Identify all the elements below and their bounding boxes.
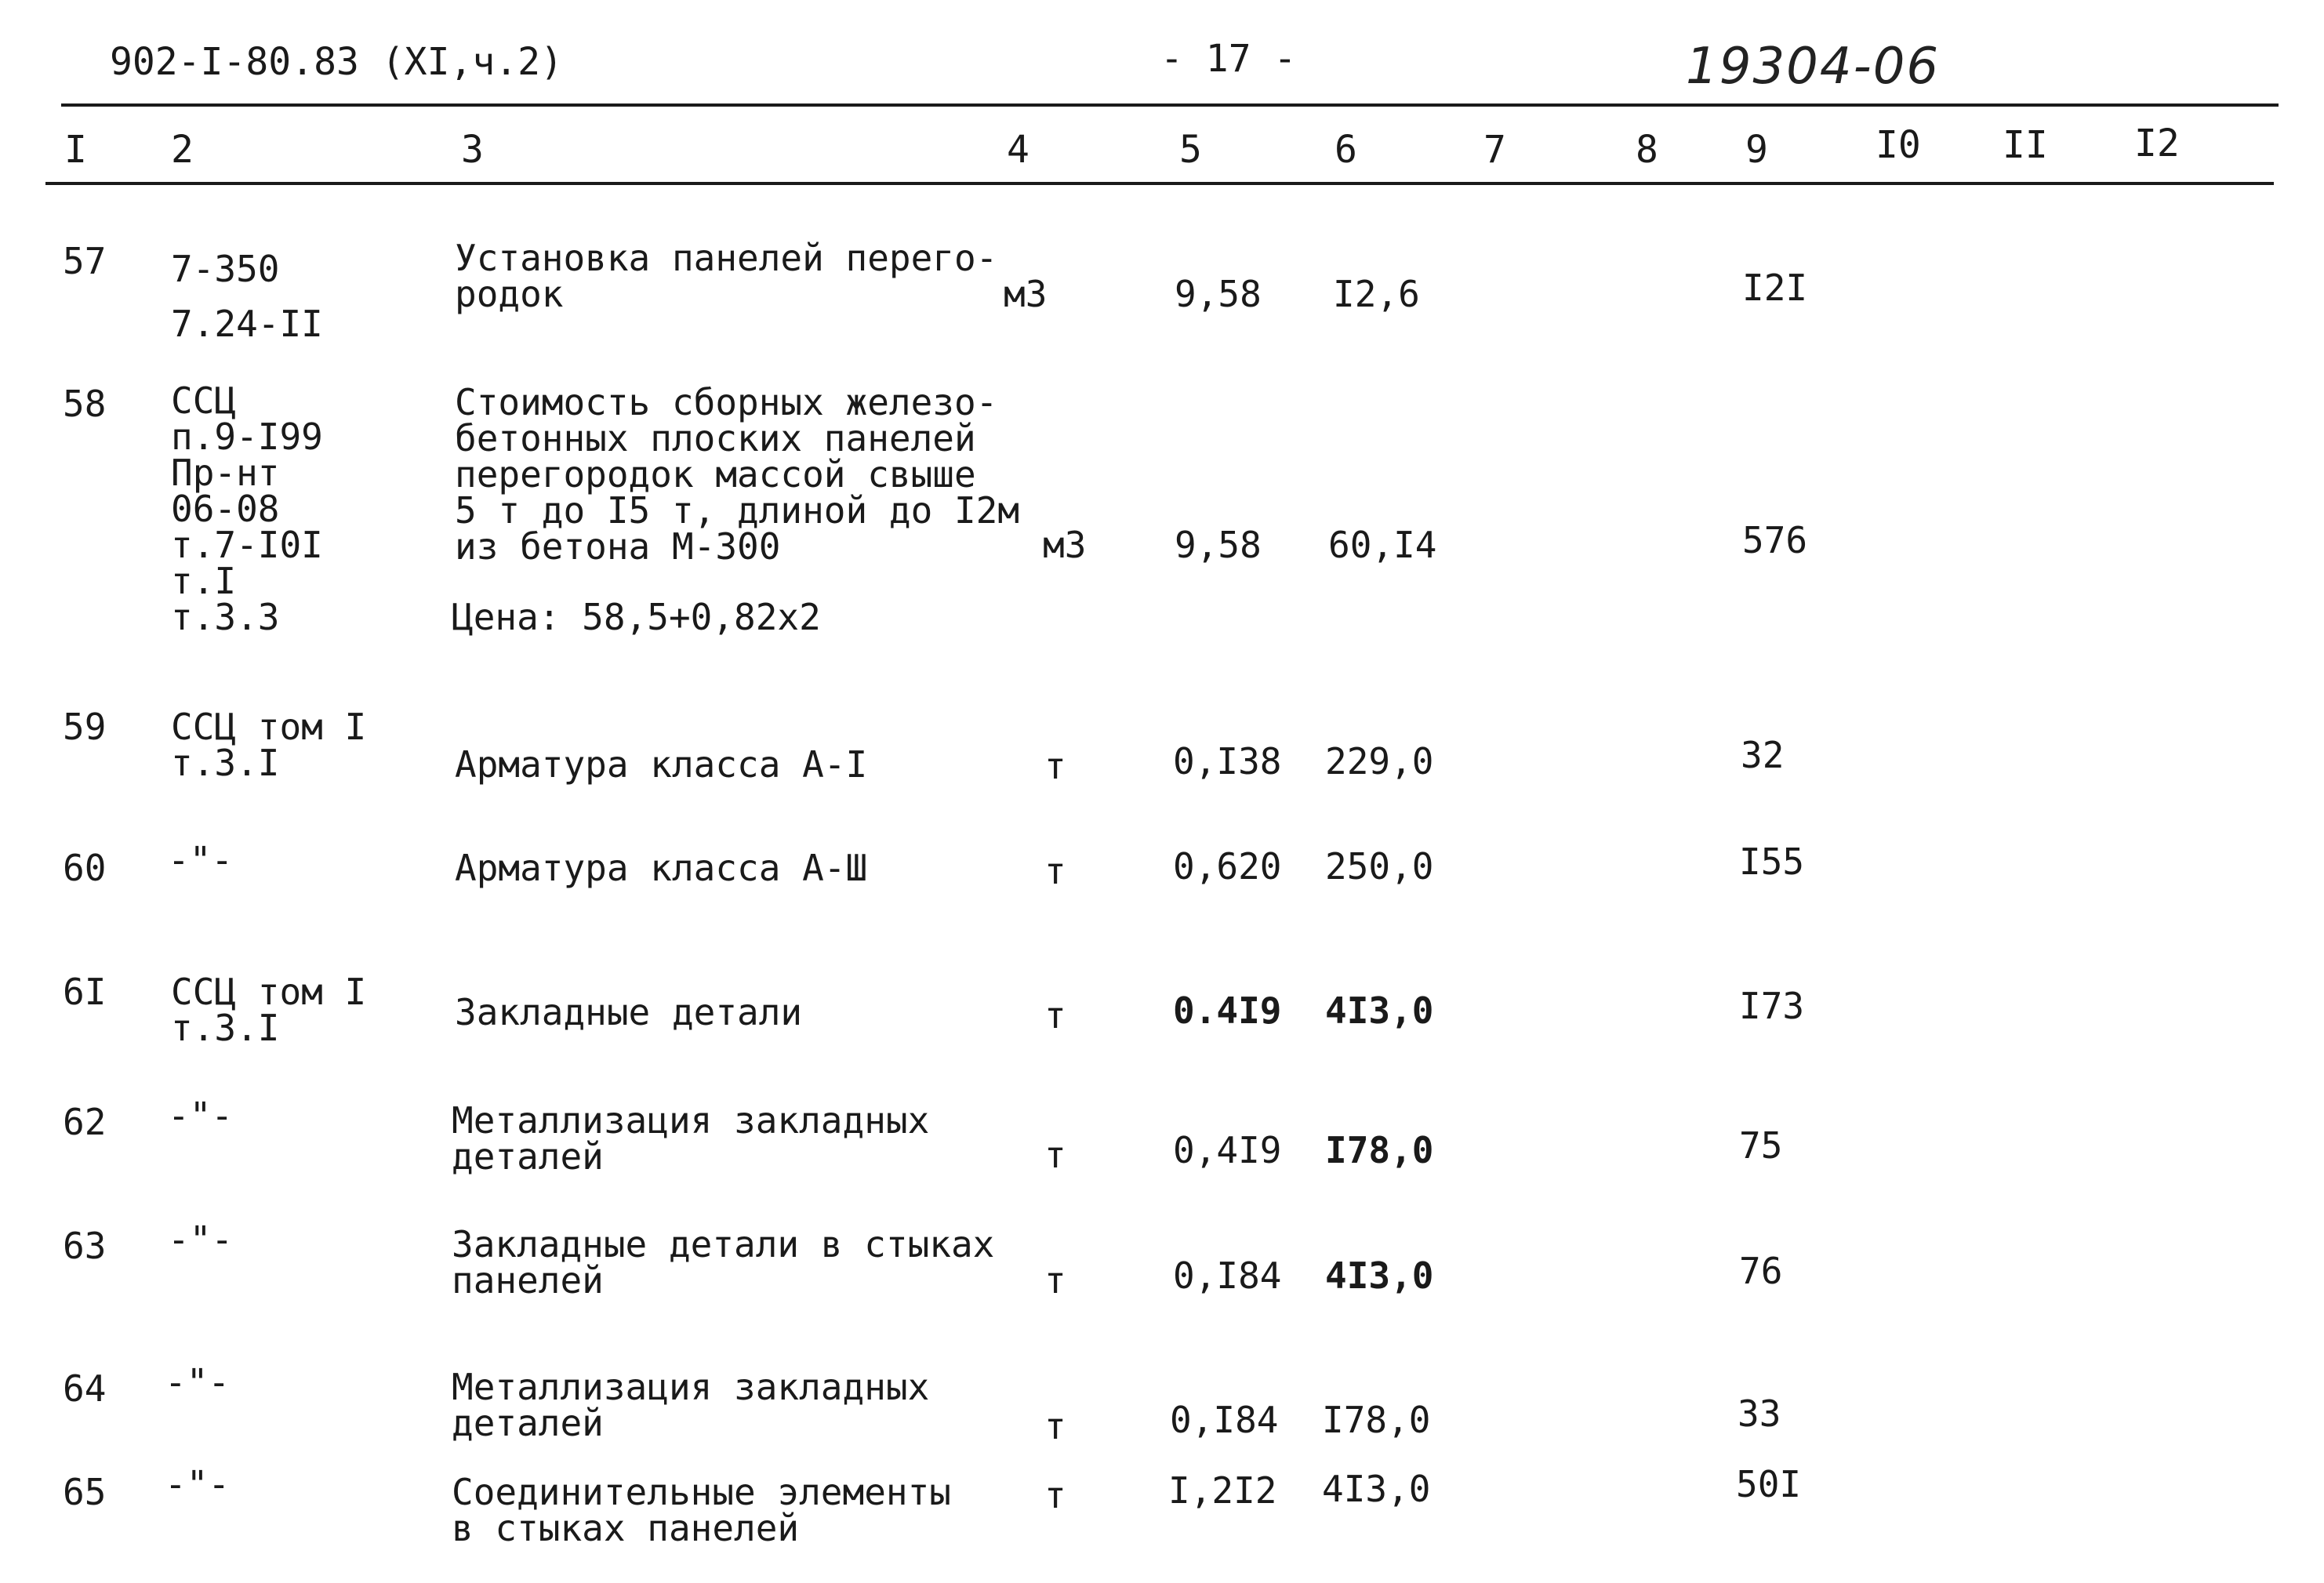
row-total: 32 — [1741, 734, 1785, 776]
col-header-4: 4 — [1007, 128, 1029, 172]
row-price: 229,0 — [1325, 740, 1434, 782]
row-price: 250,0 — [1325, 845, 1434, 888]
row-price: I78,0 — [1325, 1129, 1434, 1171]
row-number: 58 — [63, 383, 107, 425]
row-number: 65 — [63, 1471, 107, 1513]
row-code: -"- — [165, 1463, 231, 1505]
row-total: 76 — [1739, 1250, 1783, 1292]
row-note: Цена: 58,5+0,82х2 — [452, 596, 821, 638]
row-description: Арматура класса А-Ш — [455, 847, 868, 889]
row-description: Установка панелей перего- родок — [455, 237, 998, 315]
col-header-6: 6 — [1334, 128, 1357, 172]
row-quantity: 9,58 — [1175, 524, 1262, 566]
row-number: 59 — [63, 706, 107, 748]
row-quantity: 9,58 — [1175, 273, 1262, 315]
row-code: ССЦ том I т.3.I — [171, 706, 367, 784]
row-quantity: 0,I84 — [1170, 1399, 1279, 1441]
row-total: 50I — [1736, 1463, 1802, 1505]
row-number: 64 — [63, 1367, 107, 1410]
doc-code: 902-I-80.83 (XI,ч.2) — [110, 40, 563, 84]
row-description: Металлизация закладных деталей — [452, 1099, 930, 1178]
row-number: 6I — [63, 971, 107, 1013]
row-unit: т — [1044, 1134, 1066, 1176]
row-number: 62 — [63, 1101, 107, 1143]
col-header-2: 2 — [171, 128, 194, 172]
row-total: 75 — [1739, 1124, 1783, 1167]
row-quantity: 0.4I9 — [1173, 989, 1282, 1032]
row-total: I55 — [1739, 841, 1805, 883]
header-rule — [45, 182, 2274, 185]
row-number: 63 — [63, 1225, 107, 1267]
row-total: I2I — [1742, 267, 1808, 309]
row-description: Закладные детали в стыках панелей — [452, 1223, 995, 1302]
row-quantity: 0,I38 — [1173, 740, 1282, 782]
row-unit: т — [1044, 1405, 1066, 1447]
col-header-12: I2 — [2134, 122, 2180, 165]
col-header-5: 5 — [1179, 128, 1202, 172]
col-header-7: 7 — [1483, 128, 1506, 172]
row-description: Арматура класса А-I — [455, 743, 868, 786]
row-code: -"- — [168, 1095, 234, 1137]
row-description: Стоимость сборных железо- бетонных плоских панелей перегородок массой свыше 5 т до I5 т, длиной до I2м из бетона М-300 — [455, 381, 1020, 568]
row-unit: т — [1044, 850, 1066, 892]
row-code: -"- — [168, 1218, 234, 1261]
row-quantity: 0,4I9 — [1173, 1129, 1282, 1171]
row-quantity: 0,I84 — [1173, 1254, 1282, 1297]
col-header-9: 9 — [1745, 128, 1768, 172]
row-number: 60 — [63, 847, 107, 889]
top-rule — [61, 103, 2279, 107]
row-total: 33 — [1738, 1392, 1781, 1435]
page-number: - 17 - — [1160, 37, 1297, 81]
col-header-10: I0 — [1876, 123, 1921, 167]
row-quantity: I,2I2 — [1168, 1469, 1277, 1512]
row-price: 4I3,0 — [1325, 989, 1434, 1032]
inventory-number: 19304-06 — [1686, 38, 1941, 96]
row-description: Закладные детали — [455, 991, 803, 1033]
col-header-1: I — [64, 128, 87, 172]
row-price: I2,6 — [1333, 273, 1420, 315]
col-header-11: II — [2003, 123, 2048, 167]
row-quantity: 0,620 — [1173, 845, 1282, 888]
row-code: ССЦ п.9-I99 Пр-нт 06-08 т.7-I0I т.I т.3.3 — [171, 379, 323, 638]
row-description: Соединительные элементы в стыках панелей — [452, 1471, 951, 1549]
row-total: I73 — [1739, 985, 1805, 1027]
row-unit: м3 — [1004, 273, 1048, 315]
row-price: 4I3,0 — [1322, 1468, 1431, 1510]
row-total: 576 — [1742, 519, 1808, 561]
row-unit: т — [1044, 994, 1066, 1037]
row-number: 57 — [63, 240, 107, 282]
row-unit: т — [1044, 745, 1066, 787]
row-price: 4I3,0 — [1325, 1254, 1434, 1297]
row-code: 7-350 7.24-II — [171, 248, 323, 345]
row-price: 60,I4 — [1328, 524, 1437, 566]
col-header-3: 3 — [461, 128, 484, 172]
row-description: Металлизация закладных деталей — [452, 1366, 930, 1444]
col-header-8: 8 — [1636, 128, 1658, 172]
row-code: ССЦ том I т.3.I — [171, 971, 367, 1049]
row-unit: м3 — [1043, 524, 1087, 566]
row-unit: т — [1044, 1474, 1066, 1516]
row-price: I78,0 — [1322, 1399, 1431, 1441]
row-unit: т — [1044, 1259, 1066, 1302]
row-code: -"- — [168, 839, 234, 881]
row-code: -"- — [165, 1361, 231, 1403]
